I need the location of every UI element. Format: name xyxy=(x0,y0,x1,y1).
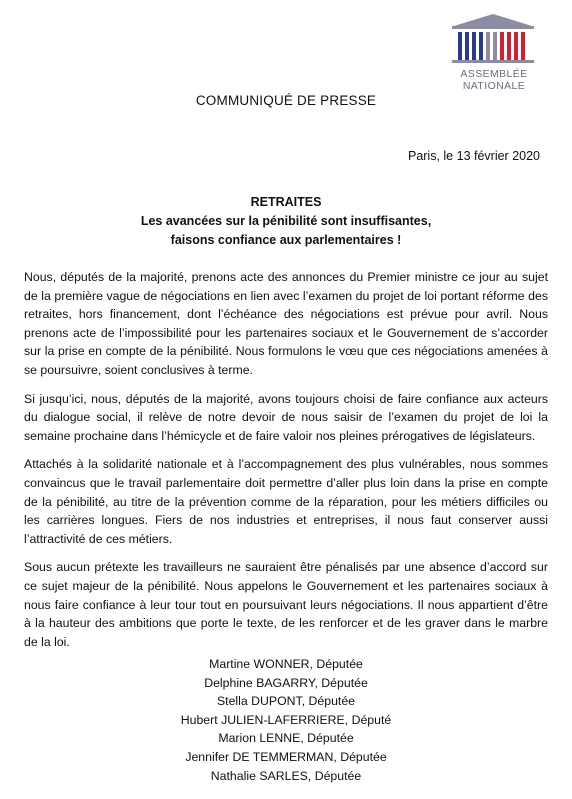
document-type-heading: COMMUNIQUÉ DE PRESSE xyxy=(195,93,377,108)
signatory: Marion LENNE, Députée xyxy=(218,731,354,746)
title-line-3: faisons confiance aux parlementaires ! xyxy=(170,233,402,247)
paragraph: Nous, députés de la majorité, prenons acte des annonces du Premier ministre ce jour au sujet de la première vague de négociations en lien avec l’examen du projet de loi portant réforme des retraites, hors financement, dont l’échéance des négociations est prévue pour avril. Nous prenons acte de l’impossibilité pour les partenaires sociaux et le Gouvernement de s’accorder sur la prise en compte de la pénibilité. Nous formulons le vœu que ces négociations amenées à se poursuivre, soient conclusives à terme. xyxy=(24,270,548,377)
signatory: Hubert JULIEN-LAFERRIERE, Député xyxy=(180,712,392,727)
logo-line-1: ASSEMBLÉE xyxy=(460,68,528,80)
paragraph: Sous aucun prétexte les travailleurs ne sauraient être pénalisés par une absence d’accord sur ce sujet majeur de la pénibilité. Nous appelons le Gouvernement et les partenaires sociaux à nous faire confiance à leur tour tout en poursuivant leurs négociations. Il nous appartient d’être à la hauteur des ambitions que porte le texte, de les renforcer et de les graver dans le marbre de la loi. xyxy=(24,560,548,649)
title-line-1: RETRAITES xyxy=(250,195,322,209)
signatory: Nathalie SARLES, Députée xyxy=(210,768,362,783)
body-text xyxy=(24,268,548,661)
date-line: Paris, le 13 février 2020 xyxy=(407,149,540,163)
paragraph: Attachés à la solidarité nationale et à l’accompagnement des plus vulnérables, nous sommes convaincus que le travail parlementaire doit permettre d’aller plus loin dans la prise en compte de la pénibilité, au titre de la prévention comme de la réparation, pour les métiers difficiles ou les carrières longues. Fiers de nos industries et entreprises, il nous faut conserver aussi l’attractivité de ces métiers. xyxy=(24,457,548,546)
logo-wordmark xyxy=(446,68,542,92)
signatory: Martine WONNER, Députée xyxy=(209,657,363,671)
press-release-title xyxy=(0,193,572,250)
paragraph: Si jusqu’ici, nous, députés de la majorité, avons toujours choisi de faire confiance aux acteurs du dialogue social, il relève de notre devoir de nous saisir de l’examen du projet de loi la semaine prochaine dans l’hémicycle et de faire valoir nos pleines prérogatives de législateurs. xyxy=(24,391,548,443)
title-line-2: Les avancées sur la pénibilité sont insuffisantes, xyxy=(140,214,432,228)
signatory: Stella DUPONT, Députée xyxy=(216,694,356,709)
signatory: Delphine BAGARRY, Députée xyxy=(204,675,368,690)
assemblee-nationale-logo xyxy=(446,12,558,96)
signatories-list xyxy=(0,655,572,785)
hemicycle-emblem-icon xyxy=(452,12,534,64)
logo-line-2: NATIONALE xyxy=(462,80,526,92)
signatory: Jennifer DE TEMMERMAN, Députée xyxy=(185,749,387,764)
